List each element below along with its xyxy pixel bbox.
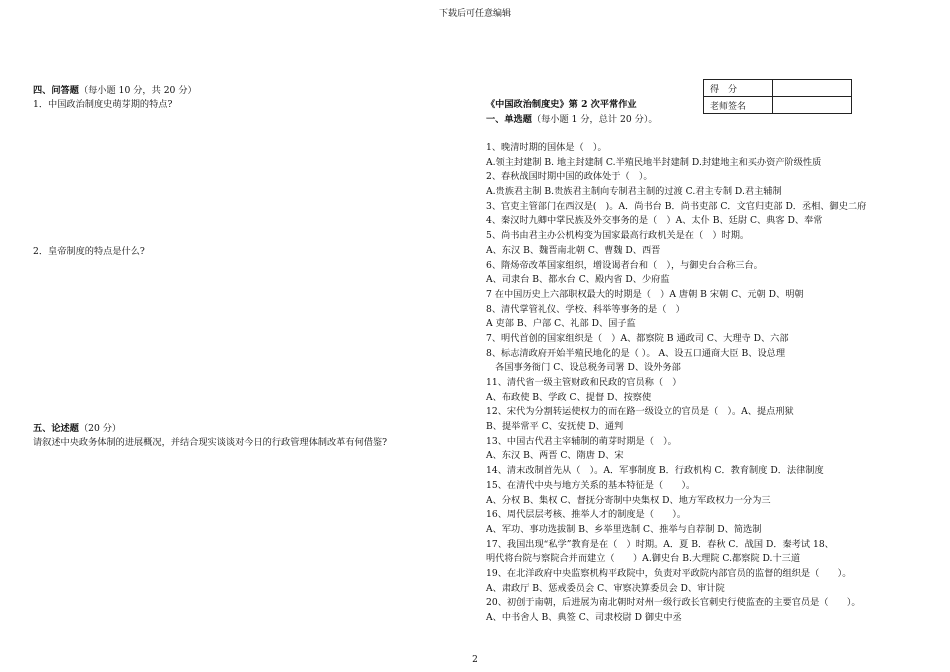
question-line: 各国事务衙门 C、设总税务司署 D、设外务部: [486, 362, 681, 374]
question-line: A、军功、事功选拔制 B、乡举里选制 C、推举与自荐制 D、简选制: [486, 523, 762, 535]
section5-heading: [33, 422, 121, 436]
question-line: 6、隋炀帝改革国家组织，增设谒者台和（ ），与御史台合称三台。: [486, 259, 763, 271]
question-line: 2、春秋战国时期中国的政体处于（ ）。: [486, 171, 653, 183]
question-line: 明代将台院与察院合并而建立（ ）A.御史台 B.大理院 C.都察院 D.十三道: [486, 553, 801, 565]
score-label: 得 分: [704, 80, 773, 97]
question-line: 8、标志清政府开始半殖民地化的是（ ）。 A、设五口通商大臣 B、设总理: [486, 347, 786, 359]
page-number: 2: [472, 655, 478, 665]
question-line: 5、尚书由君主办公机构变为国家最高行政机关是在（ ）时期。: [486, 230, 750, 242]
question-line: A、分权 B、集权 C、督抚分寄制中央集权 D、地方军政权力一分为三: [486, 494, 771, 506]
question-line: A、布政使 B、学政 C、提督 D、按察使: [486, 391, 652, 403]
question-1: 1．中国政治制度史萌芽期的特点?: [33, 99, 173, 110]
assignment-title: 《中国政治制度史》第 2 次平常作业: [486, 99, 637, 110]
section1-heading: [486, 112, 936, 127]
question-line: 3、官吏主管部门在西汉是( )。A．尚书台 B．尚书吏部 C．文官归吏部 D．丞相、御史二府: [486, 200, 867, 212]
question-line: A、肃政厅 B、惩戒委员会 C、审察决算委员会 D、审计院: [486, 582, 725, 594]
question-line: 8、清代掌管礼仪、学校、科举等事务的是（ ）: [486, 303, 685, 315]
right-column: [486, 97, 936, 626]
question-line: 4、秦汉时九卿中掌民族及外交事务的是（ ）A、太仆 B、廷尉 C、典客 D、奉常: [486, 215, 823, 227]
signature-label: 老师签名: [704, 97, 773, 114]
question-line: 11、清代省一级主管财政和民政的官员称（ ）: [486, 377, 682, 388]
question-line: 15、在清代中央与地方关系的基本特征是（ ）。: [486, 479, 696, 491]
section1-note: （每小题 1 分，总计 20 分）。: [531, 114, 658, 125]
question-list: [486, 141, 936, 626]
section5-note: （20 分）: [78, 423, 122, 434]
question-line: A、东汉 B、两晋 C、隋唐 D、宋: [486, 450, 624, 462]
question-line: 12、宋代为分割转运使权力的而在路一级设立的官员是（ ）。A、提点刑狱: [486, 406, 794, 418]
section1-title: 一、单选题: [486, 114, 532, 125]
page-header: 下载后可任意编辑: [438, 9, 511, 19]
question-line: A、中书舍人 B、典签 C、司隶校尉 D 御史中丞: [486, 612, 682, 623]
section4-heading: [33, 84, 197, 98]
question-line: 19、在北洋政府中央监察机构平政院中，负责对平政院内部官员的监督的组织是（ ）。: [486, 567, 852, 579]
section4-title: 四、问答题: [33, 85, 79, 96]
question-2: 2．皇帝制度的特点是什么?: [33, 246, 145, 257]
question-line: 7 在中国历史上六部职权最大的时期是（ ）A 唐朝 B 宋朝 C、元朝 D、明朝: [486, 288, 804, 300]
question-line: B、提举常平 C、安抚使 D、通判: [486, 421, 624, 433]
question-line: 14、清末改制首先从（ ）。A．军事制度 B．行政机构 C．教育制度 D．法律制度: [486, 465, 824, 477]
question-line: 17、我国出现“私学”教育是在（ ）时期。A．夏 B．春秋 C．战国 D．秦考试 18、: [486, 538, 834, 550]
question-line: A、司隶台 B、都水台 C、殿内省 D、少府监: [486, 274, 670, 286]
question-line: 20、初创于南朝，后进展为南北朝时对州一级行政长官刺史行使监查的主要官员是（ ）。: [486, 597, 861, 609]
question-line: 7、明代首创的国家组织是（ ）A、都察院 B 通政司 C、大理寺 D、六部: [486, 332, 789, 344]
section5-title: 五、论述题: [33, 423, 79, 434]
question-line: A.领主封建制 B. 地主封建制 C.半殖民地半封建制 D.封建地主和买办资产阶级性质: [486, 156, 822, 168]
essay-question: 请叙述中央政务体制的进展概况，并结合现实谈谈对今日的行政管理体制改革有何借鉴?: [33, 437, 388, 448]
section4-note: （每小题 10 分，共 20 分）: [78, 85, 197, 96]
question-line: 16、周代层层考核、推举人才的制度是（ ）。: [486, 509, 687, 521]
question-line: A、东汉 B、魏晋南北朝 C、曹魏 D、西晋: [486, 244, 661, 256]
score-row: [704, 80, 852, 97]
question-line: 1、晚清时期的国体是（ ）。: [486, 142, 607, 153]
question-line: 13、中国古代君主宰辅制的萌芽时期是（ ）。: [486, 435, 677, 447]
score-field[interactable]: [773, 80, 852, 97]
question-line: A 吏部 B、户部 C、礼部 D、国子监: [486, 318, 636, 330]
question-line: A.贵族君主制 B.贵族君主制向专制君主制的过渡 C.君主专制 D.君主辅制: [486, 186, 782, 198]
